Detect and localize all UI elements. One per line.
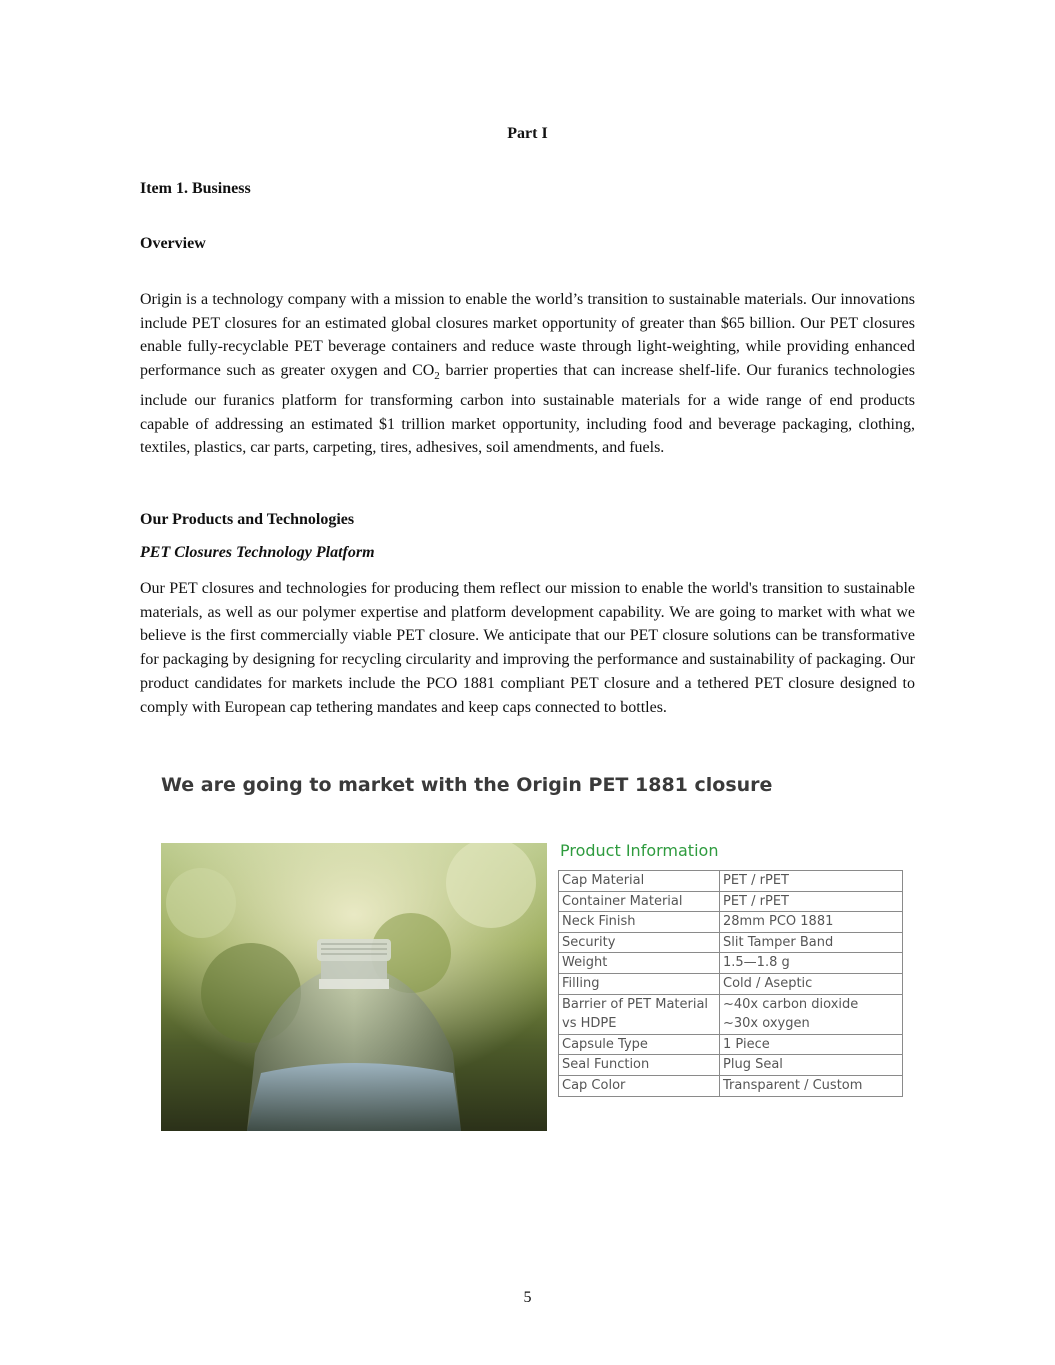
overview-heading: Overview — [140, 235, 206, 252]
table-row — [559, 932, 903, 953]
row-label: Container Material — [559, 891, 720, 912]
table-row — [559, 1034, 903, 1055]
overview-paragraph — [140, 288, 915, 460]
row-value-line1: ~40x carbon dioxide — [723, 996, 859, 1012]
overview-text: Origin is a technology company with a mission to enable the world’s transition to sustainable materials. Our innovations include PET closures for an estimated global closures market opportunity of greater than $65 billion. Our PET closures enable fully-recyclable PET beverage containers and reduce waste through light-weighting, while providing enhanced performance such as greater oxygen and CO — [140, 291, 915, 380]
bottle-photo — [161, 843, 547, 1131]
figure-title: We are going to market with the Origin PET 1881 closure — [161, 774, 773, 796]
table-row — [559, 912, 903, 933]
row-value: Transparent / Custom — [720, 1075, 903, 1096]
row-value: 1 Piece — [720, 1034, 903, 1055]
pet-closures-heading: PET Closures Technology Platform — [140, 544, 375, 561]
row-value: Cold / Aseptic — [720, 973, 903, 994]
row-label-line2: vs HDPE — [562, 1016, 617, 1032]
row-label: Cap Color — [559, 1075, 720, 1096]
table-row — [559, 953, 903, 974]
row-label-line1: Barrier of PET Material — [562, 996, 709, 1012]
row-value: 1.5—1.8 g — [720, 953, 903, 974]
product-info-table — [558, 870, 903, 1097]
table-row — [559, 1055, 903, 1076]
row-value-line2: ~30x oxygen — [723, 1016, 810, 1032]
products-heading: Our Products and Technologies — [140, 511, 355, 528]
row-label: Security — [559, 932, 720, 953]
row-value: 28mm PCO 1881 — [720, 912, 903, 933]
row-label — [559, 994, 720, 1034]
table-row — [559, 994, 903, 1034]
row-label: Weight — [559, 953, 720, 974]
table-row — [559, 871, 903, 892]
row-value: PET / rPET — [720, 891, 903, 912]
item-heading: Item 1. Business — [140, 180, 251, 197]
row-value: Plug Seal — [720, 1055, 903, 1076]
row-label: Capsule Type — [559, 1034, 720, 1055]
row-value: PET / rPET — [720, 871, 903, 892]
product-information-title: Product Information — [560, 841, 719, 860]
table-row — [559, 891, 903, 912]
row-label: Cap Material — [559, 871, 720, 892]
co2-subscript: 2 — [434, 370, 440, 383]
overview-text-continued: barrier properties that can increase shelf-life. Our furanics technologies include our furanics platform for transforming carbon into sustainable materials for a wide range of end products capable of addressing an estimated $1 trillion market opportunity, including food and beverage packaging, clothing, textiles, plastics, car parts, carpeting, tires, adhesives, soil amendments, and fuels. — [140, 362, 915, 457]
product-figure — [147, 760, 910, 1150]
table-row — [559, 1075, 903, 1096]
row-value: Slit Tamper Band — [720, 932, 903, 953]
page-number: 5 — [523, 1289, 532, 1306]
row-label: Neck Finish — [559, 912, 720, 933]
part-heading: Part I — [507, 125, 548, 142]
table-row — [559, 973, 903, 994]
pet-paragraph: Our PET closures and technologies for producing them reflect our mission to enable the world's transition to sustainable materials, as well as our polymer expertise and platform development capability. We are going to market with what we believe is the first commercially viable PET closure. We anticipate that our PET closure solutions can be transformative for packaging by designing for recycling circularity and improving the performance and sustainability of packaging. Our product candidates for markets include the PCO 1881 compliant PET closure and a tethered PET closure designed to comply with European cap tethering mandates and keep caps connected to bottles. — [140, 580, 915, 716]
row-label: Filling — [559, 973, 720, 994]
row-label: Seal Function — [559, 1055, 720, 1076]
row-value — [720, 994, 903, 1034]
